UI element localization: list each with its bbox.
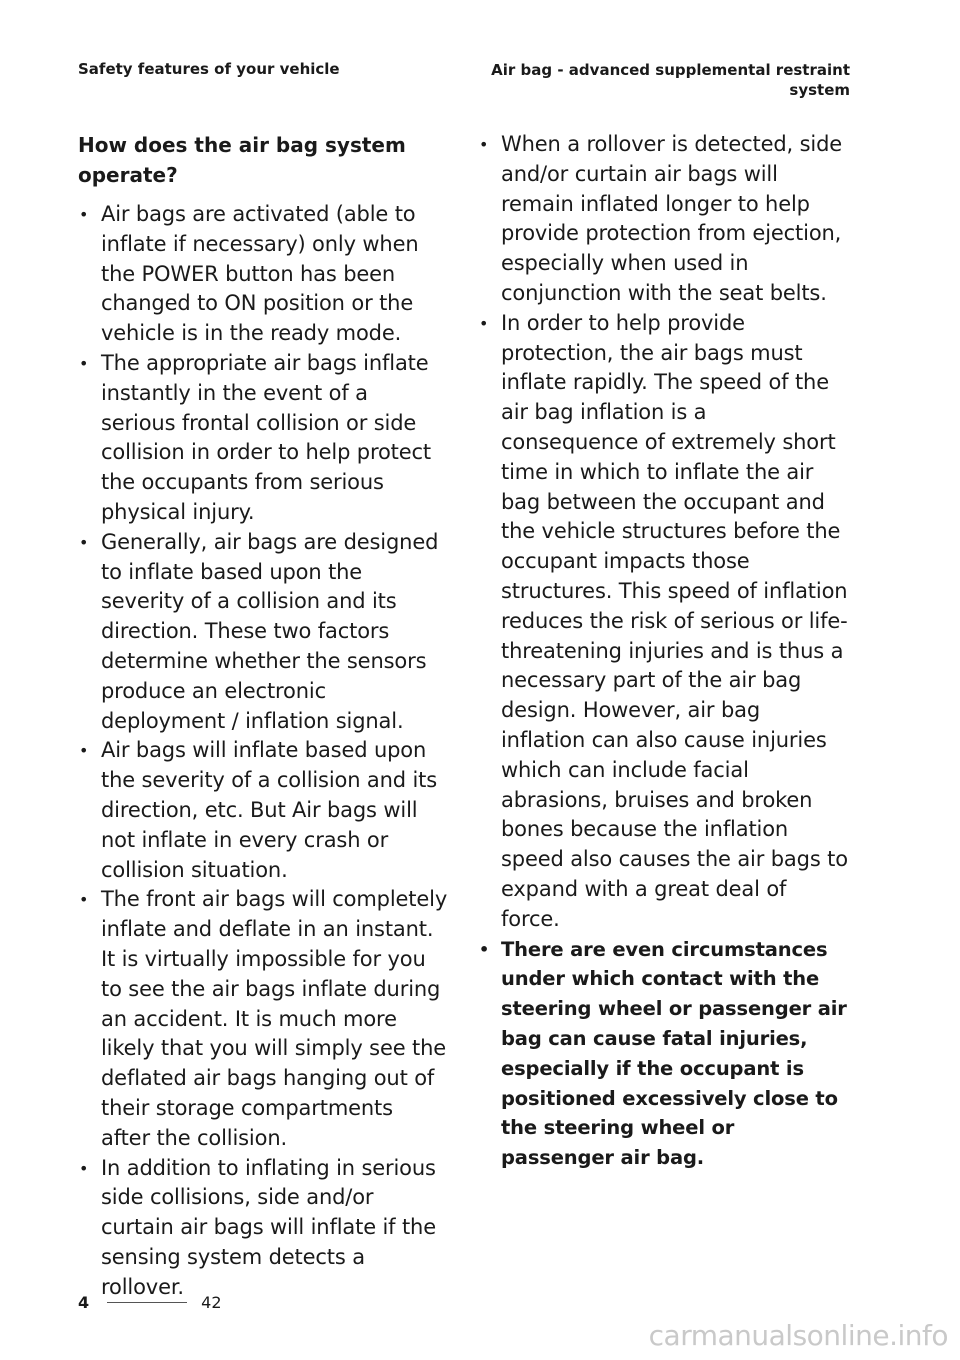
section-heading: How does the air bag system operate? bbox=[78, 133, 406, 187]
left-column bbox=[78, 130, 448, 1302]
bullet-item: • The appropriate air bags inflate instantly in the event of a serious frontal collision or side collision in order to help protect the occupants from serious physical injury. bbox=[78, 349, 448, 528]
right-column bbox=[478, 130, 850, 1173]
page-footer bbox=[78, 1293, 222, 1312]
footer-divider bbox=[107, 1302, 187, 1303]
chapter-number: 4 bbox=[78, 1293, 90, 1312]
left-bullet-list bbox=[78, 200, 448, 1302]
bullet-item: • Generally, air bags are designed to inflate based upon the severity of a collision and its direction. These two factors determine whether the sensors produce an electronic deployment / inflation signal. bbox=[78, 528, 448, 737]
bullet-item: • The front air bags will completely inflate and deflate in an instant. It is virtually impossible for you to see the air bags inflate during an accident. It is much more likely that you will simply see the deflated air bags hanging out of their storage compartments after the collision. bbox=[78, 885, 448, 1153]
bullet-item: • In addition to inflating in serious side collisions, side and/or curtain air bags will inflate if the sensing system detects a rollover. bbox=[78, 1154, 448, 1303]
bullet-item: • When a rollover is detected, side and/or curtain air bags will remain inflated longer to help provide protection from ejection, especially when used in conjunction with the seat belts. bbox=[478, 130, 850, 309]
bullet-item-warning: • There are even circumstances under which contact with the steering wheel or passenger air bag can cause fatal injuries, especially if the occupant is positioned excessively close to the steering wheel or passenger air bag. bbox=[478, 935, 850, 1173]
running-header-topic: Air bag - advanced supplemental restraint system bbox=[491, 61, 850, 99]
running-header-section: Safety features of your vehicle bbox=[78, 60, 340, 78]
right-bullet-list bbox=[478, 130, 850, 1173]
bullet-item: • Air bags are activated (able to inflate if necessary) only when the POWER button has been changed to ON position or the vehicle is in the ready mode. bbox=[78, 200, 448, 349]
page-number: 42 bbox=[201, 1293, 222, 1312]
watermark: carmanualsonline.info bbox=[648, 1319, 948, 1352]
bullet-item: • Air bags will inflate based upon the severity of a collision and its direction, etc. But Air bags will not inflate in every crash or collision situation. bbox=[78, 736, 448, 885]
bullet-item: • In order to help provide protection, the air bags must inflate rapidly. The speed of the air bag inflation is a consequence of extremely short time in which to inflate the air bag between the occupant and the vehicle structures before the occupant impacts those structures. This speed of inflation reduces the risk of serious or life-threatening injuries and is thus a necessary part of the air bag design. However, air bag inflation can also cause injuries which can include facial abrasions, bruises and broken bones because the inflation speed also causes the air bags to expand with a great deal of force. bbox=[478, 309, 850, 935]
